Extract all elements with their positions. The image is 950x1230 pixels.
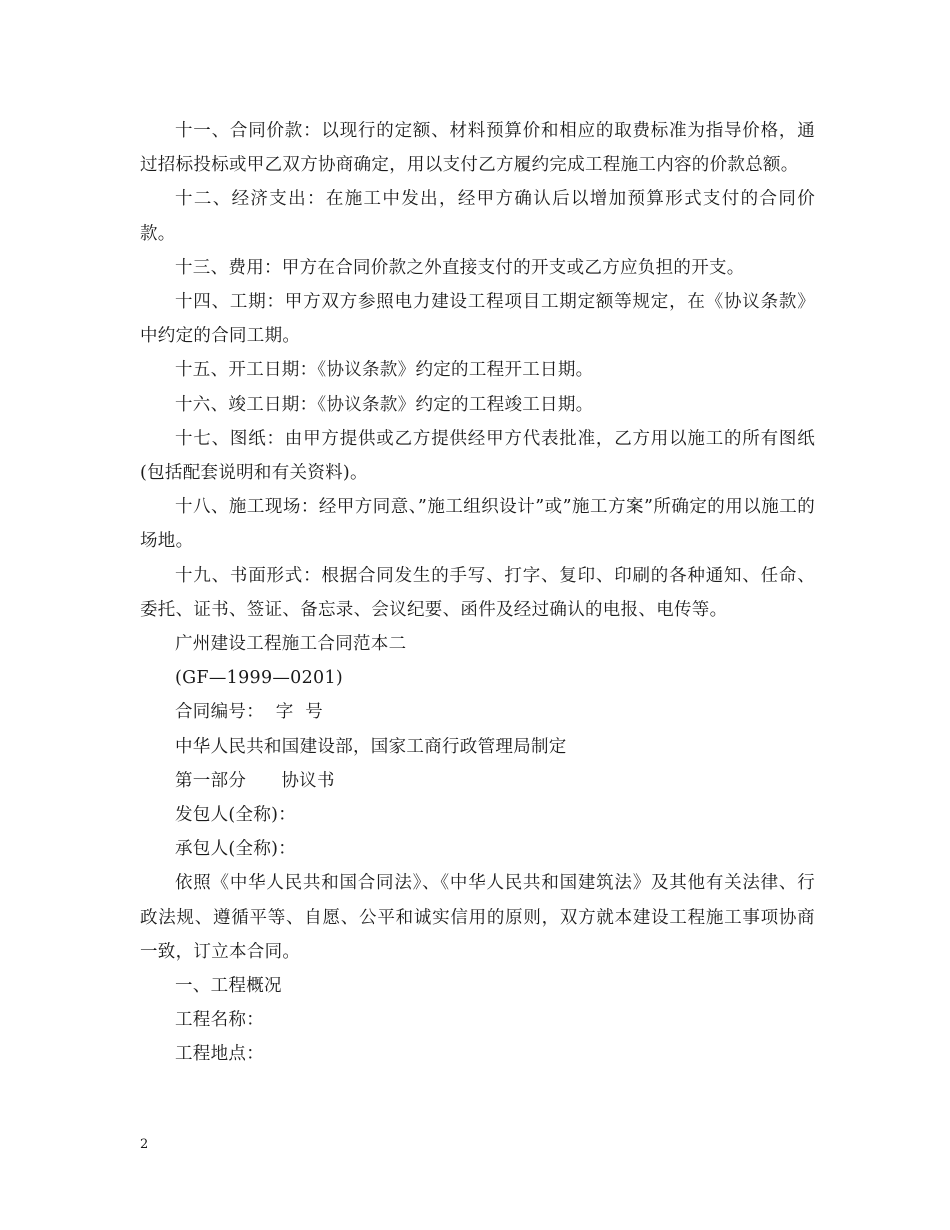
clause-economic-expenditure: 十二、经济支出：在施工中发出，经甲方确认后以增加预算形式支付的合同价款。 bbox=[140, 189, 815, 244]
project-location-line: 工程地点： bbox=[175, 1044, 264, 1065]
document-body bbox=[140, 114, 815, 1072]
agreement-preamble: 依照《中华人民共和国合同法》、《中华人民共和国建筑法》及其他有关法律、行政法规、遵循平等、自愿、公平和诚实信用的原则，双方就本建设工程施工事项协商一致，订立本合同。 bbox=[140, 873, 815, 962]
clause-start-date: 十五、开工日期：《协议条款》约定的工程开工日期。 bbox=[175, 360, 594, 381]
project-overview-heading: 一、工程概况 bbox=[175, 976, 282, 997]
clause-contract-price: 十一、合同价款：以现行的定额、材料预算价和相应的取费标准为指导价格，通过招标投标或甲乙双方协商确定，用以支付乙方履约完成工程施工内容的价款总额。 bbox=[140, 121, 815, 176]
clause-construction-period: 十四、工期：甲方双方参照电力建设工程项目工期定额等规定，在《协议条款》中约定的合同工期。 bbox=[140, 292, 815, 347]
clause-completion-date: 十六、竣工日期：《协议条款》约定的工程竣工日期。 bbox=[175, 394, 594, 415]
employer-name-line: 发包人(全称)： bbox=[175, 805, 297, 826]
template-title: 广州建设工程施工合同范本二 bbox=[175, 634, 407, 655]
template-code: (GF—1999—0201) bbox=[175, 668, 344, 689]
clause-drawings: 十七、图纸：由甲方提供或乙方提供经甲方代表批准，乙方用以施工的所有图纸(包括配套说明和有关资料)。 bbox=[140, 428, 815, 484]
issuing-authority: 中华人民共和国建设部，国家工商行政管理局制定 bbox=[175, 736, 567, 757]
clause-expenses: 十三、费用：甲方在合同价款之外直接支付的开支或乙方应负担的开支。 bbox=[175, 257, 745, 278]
contractor-name-line: 承包人(全称)： bbox=[175, 839, 297, 860]
page-number: 2 bbox=[140, 1137, 149, 1152]
project-name-line: 工程名称： bbox=[175, 1010, 264, 1031]
contract-number-line: 合同编号： 字 号 bbox=[175, 702, 324, 723]
part-one-heading: 第一部分 协议书 bbox=[175, 770, 335, 791]
clause-construction-site: 十八、施工现场：经甲方同意、”施工组织设计”或”施工方案”所确定的用以施工的场地。 bbox=[140, 497, 815, 552]
clause-written-form: 十九、书面形式：根据合同发生的手写、打字、复印、印刷的各种通知、任命、委托、证书、签证、备忘录、会议纪要、函件及经过确认的电报、电传等。 bbox=[140, 565, 815, 620]
